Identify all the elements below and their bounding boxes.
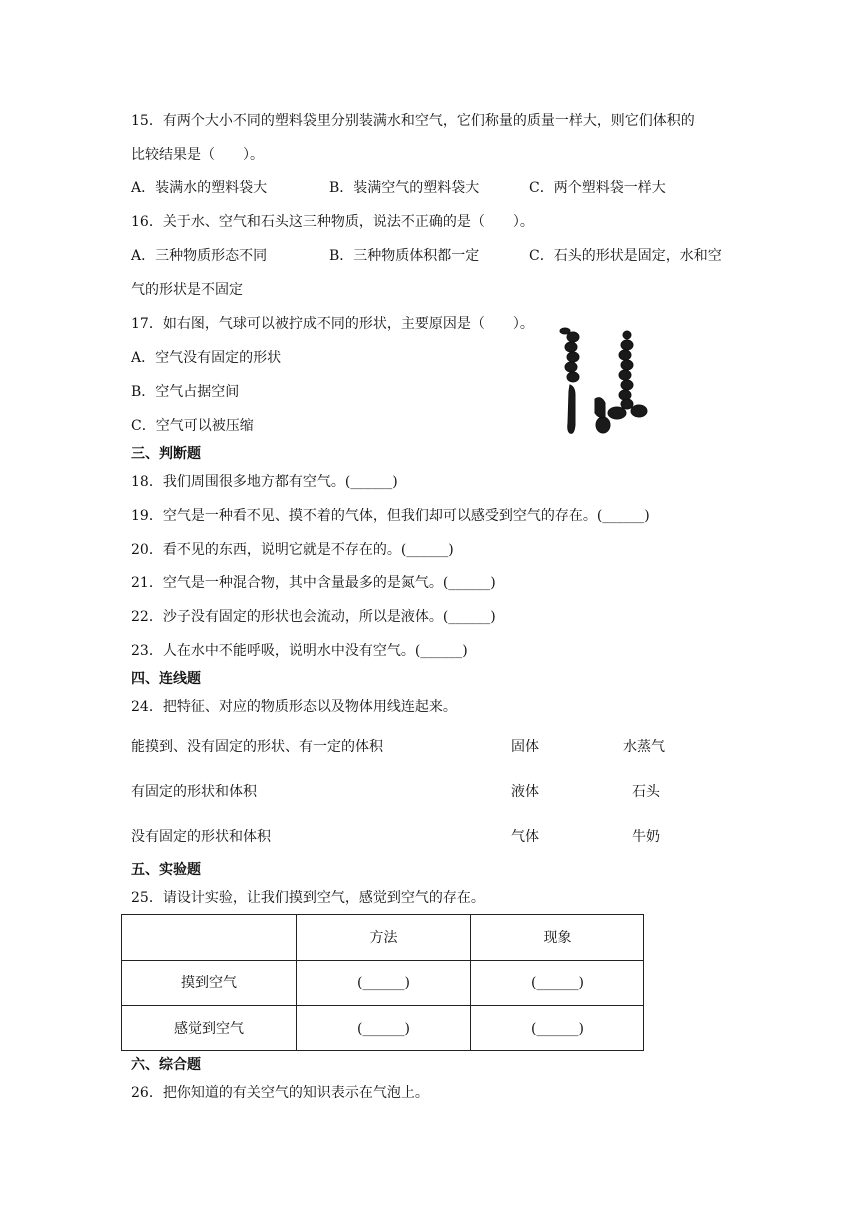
table-header-phenomenon: 现象 xyxy=(543,929,572,946)
feature-item: 没有固定的形状和体积 xyxy=(131,829,271,845)
q15-option-c: C．两个塑料袋一样大 xyxy=(529,180,666,196)
table-cell-blank[interactable]: (______) xyxy=(531,1020,584,1037)
judge-item-22: 22．沙子没有固定的形状也会流动，所以是液体。(______) xyxy=(131,609,496,625)
q16-option-c-continued: 气的形状是不固定 xyxy=(131,282,243,298)
state-item: 液体 xyxy=(511,784,539,800)
q15-option-a: A．装满水的塑料袋大 xyxy=(131,180,268,196)
twisted-balloon-illustration xyxy=(555,325,655,437)
q16-option-a: A．三种物质形态不同 xyxy=(131,248,268,264)
state-item: 气体 xyxy=(511,829,539,845)
table-cell-blank[interactable]: (______) xyxy=(357,975,410,991)
q16-option-b: B．三种物质体积都一定 xyxy=(329,248,480,264)
table-cell-blank[interactable]: (______) xyxy=(357,1020,410,1037)
section-heading-experiment: 五、实验题 xyxy=(131,862,201,878)
q26-stem: 26．把你知道的有关空气的知识表示在气泡上。 xyxy=(131,1085,429,1101)
table-cell-blank[interactable]: (______) xyxy=(531,975,584,991)
feature-item: 有固定的形状和体积 xyxy=(131,784,257,800)
judge-item-19: 19．空气是一种看不见、摸不着的气体，但我们却可以感受到空气的存在。(______) xyxy=(131,508,650,524)
judge-item-21: 21．空气是一种混合物，其中含量最多的是氮气。(______) xyxy=(131,575,496,591)
table-row-label: 感觉到空气 xyxy=(174,1020,244,1037)
state-item: 固体 xyxy=(511,739,539,755)
q25-stem: 25．请设计实验，让我们摸到空气，感觉到空气的存在。 xyxy=(131,890,485,906)
judge-item-23: 23．人在水中不能呼吸，说明水中没有空气。(______) xyxy=(131,643,468,659)
q15-stem-line2: 比较结果是（ ）。 xyxy=(131,147,264,163)
table-header-empty xyxy=(122,915,296,960)
q24-stem: 24．把特征、对应的物质形态以及物体用线连起来。 xyxy=(131,699,457,715)
q15-option-b: B．装满空气的塑料袋大 xyxy=(329,180,480,196)
judge-item-18: 18．我们周围很多地方都有空气。(______) xyxy=(131,474,398,490)
q16-stem: 16．关于水、空气和石头这三种物质，说法不正确的是（ ）。 xyxy=(131,214,534,230)
object-item: 牛奶 xyxy=(632,829,660,845)
judge-item-20: 20．看不见的东西，说明它就是不存在的。(______) xyxy=(131,542,454,558)
q17-option-b: B．空气占据空间 xyxy=(131,384,240,400)
object-item: 水蒸气 xyxy=(623,739,665,755)
section-heading-judgment: 三、判断题 xyxy=(131,446,201,462)
q15-stem-line1: 15．有两个大小不同的塑料袋里分别装满水和空气，它们称量的质量一样大，则它们体积的 xyxy=(131,113,695,129)
section-heading-matching: 四、连线题 xyxy=(131,671,201,687)
q17-option-c: C．空气可以被压缩 xyxy=(131,418,254,434)
table-row-label: 摸到空气 xyxy=(181,975,237,991)
section-heading-comprehensive: 六、综合题 xyxy=(131,1057,201,1073)
object-item: 石头 xyxy=(632,784,660,800)
table-header-method: 方法 xyxy=(369,929,398,946)
q17-stem: 17．如右图，气球可以被拧成不同的形状，主要原因是（ ）。 xyxy=(131,316,534,332)
experiment-table xyxy=(121,914,644,1051)
q17-option-a: A．空气没有固定的形状 xyxy=(131,350,282,366)
feature-item: 能摸到、没有固定的形状、有一定的体积 xyxy=(131,739,383,755)
q16-option-c: C．石头的形状是固定，水和空 xyxy=(529,248,722,264)
